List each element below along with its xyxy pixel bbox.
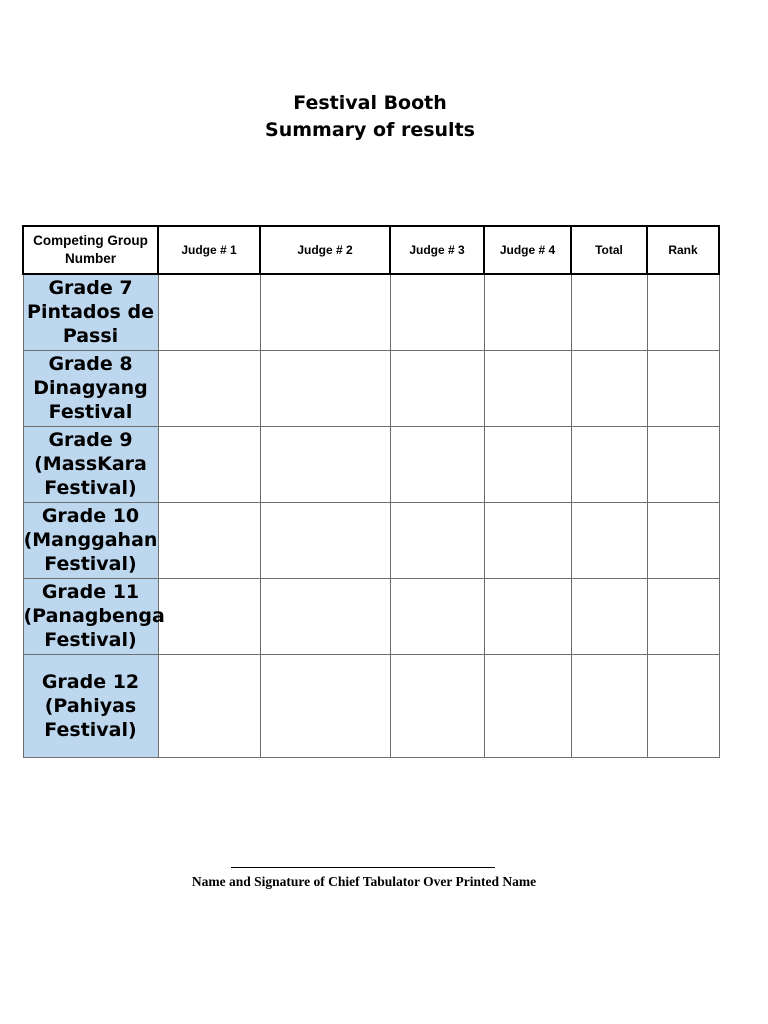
- judge-3-score-cell[interactable]: [390, 426, 484, 502]
- judge-4-score-cell[interactable]: [484, 578, 571, 654]
- table-row: [23, 502, 719, 578]
- judge-4-score-cell[interactable]: [484, 350, 571, 426]
- judge-1-score-cell[interactable]: [158, 426, 260, 502]
- rank-cell[interactable]: [647, 654, 719, 757]
- column-header-judge-2: Judge # 2: [260, 226, 390, 274]
- table-row: [23, 578, 719, 654]
- group-cell: Grade 8 Dinagyang Festival: [23, 350, 158, 426]
- total-cell[interactable]: [571, 654, 647, 757]
- signature-line: [231, 867, 495, 868]
- judge-1-score-cell[interactable]: [158, 350, 260, 426]
- rank-cell[interactable]: [647, 350, 719, 426]
- total-cell[interactable]: [571, 502, 647, 578]
- judge-1-score-cell[interactable]: [158, 274, 260, 350]
- total-cell[interactable]: [571, 578, 647, 654]
- total-cell[interactable]: [571, 426, 647, 502]
- judge-2-score-cell[interactable]: [260, 274, 390, 350]
- table-row: [23, 350, 719, 426]
- table-row: [23, 274, 719, 350]
- signature-caption: Name and Signature of Chief Tabulator Over Printed Name: [191, 874, 537, 889]
- column-header-judge-1: Judge # 1: [158, 226, 260, 274]
- column-header-group: Competing Group Number: [23, 226, 158, 274]
- group-cell: Grade 10 (Manggahan Festival): [23, 502, 158, 578]
- rank-cell[interactable]: [647, 426, 719, 502]
- judge-3-score-cell[interactable]: [390, 350, 484, 426]
- judge-3-score-cell[interactable]: [390, 274, 484, 350]
- judge-4-score-cell[interactable]: [484, 426, 571, 502]
- table-header-row: [23, 226, 719, 274]
- judge-4-score-cell[interactable]: [484, 274, 571, 350]
- judge-3-score-cell[interactable]: [390, 578, 484, 654]
- rank-cell[interactable]: [647, 578, 719, 654]
- judge-3-score-cell[interactable]: [390, 654, 484, 757]
- rank-cell[interactable]: [647, 274, 719, 350]
- page-subtitle: Summary of results: [265, 119, 475, 141]
- judge-2-score-cell[interactable]: [260, 578, 390, 654]
- group-cell: Grade 7 Pintados de Passi: [23, 274, 158, 350]
- judge-1-score-cell[interactable]: [158, 654, 260, 757]
- column-header-judge-3: Judge # 3: [390, 226, 484, 274]
- judge-1-score-cell[interactable]: [158, 502, 260, 578]
- table-row: [23, 426, 719, 502]
- page-title: Festival Booth: [293, 92, 447, 114]
- judge-4-score-cell[interactable]: [484, 654, 571, 757]
- total-cell[interactable]: [571, 274, 647, 350]
- table-row: [23, 654, 719, 757]
- judge-2-score-cell[interactable]: [260, 654, 390, 757]
- judge-2-score-cell[interactable]: [260, 502, 390, 578]
- judge-4-score-cell[interactable]: [484, 502, 571, 578]
- total-cell[interactable]: [571, 350, 647, 426]
- judge-1-score-cell[interactable]: [158, 578, 260, 654]
- group-cell: Grade 12 (Pahiyas Festival): [23, 654, 158, 757]
- results-table: [22, 225, 720, 758]
- group-cell: Grade 11 (Panagbenga Festival): [23, 578, 158, 654]
- judge-3-score-cell[interactable]: [390, 502, 484, 578]
- rank-cell[interactable]: [647, 502, 719, 578]
- column-header-total: Total: [571, 226, 647, 274]
- column-header-rank: Rank: [647, 226, 719, 274]
- judge-2-score-cell[interactable]: [260, 350, 390, 426]
- judge-2-score-cell[interactable]: [260, 426, 390, 502]
- group-cell: Grade 9 (MassKara Festival): [23, 426, 158, 502]
- column-header-judge-4: Judge # 4: [484, 226, 571, 274]
